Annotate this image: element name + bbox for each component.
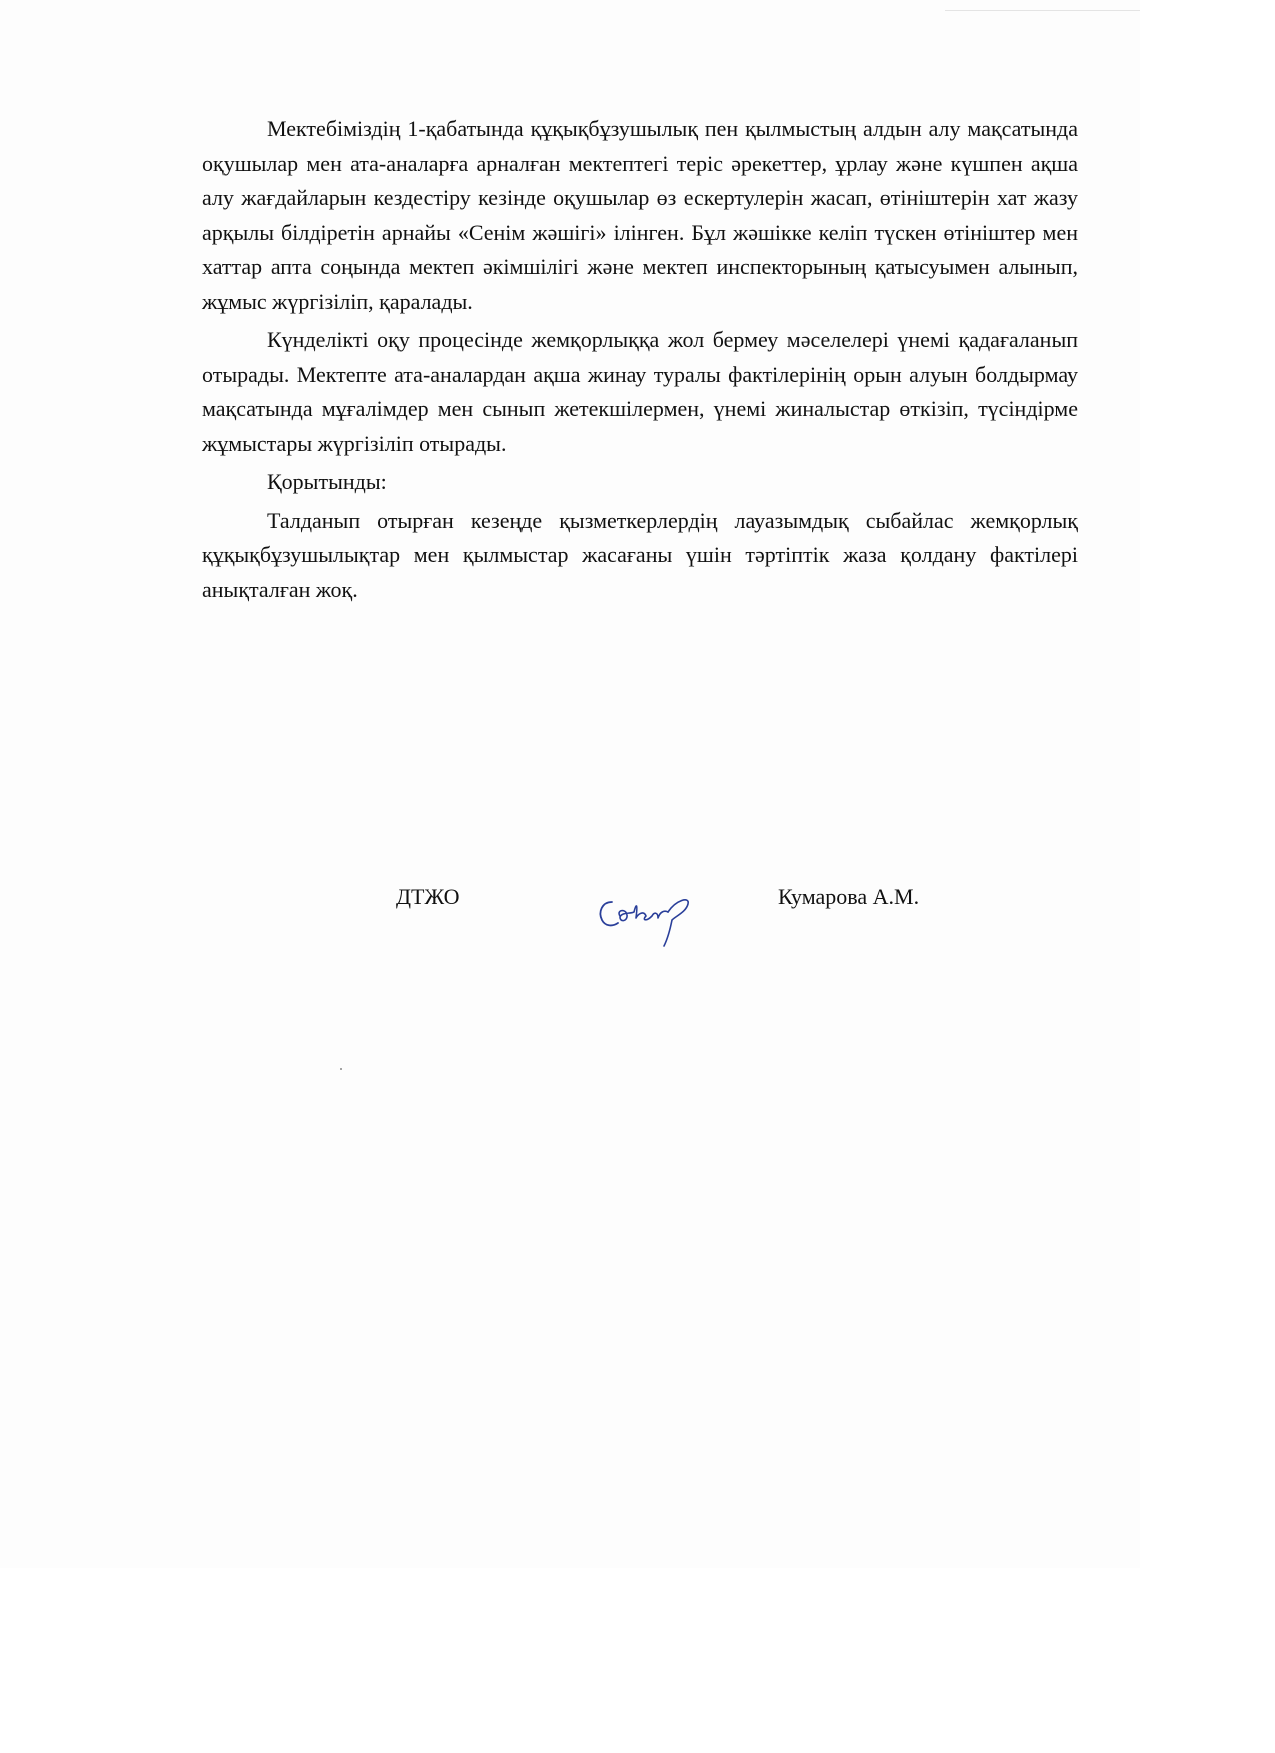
scan-speck [340, 1068, 342, 1070]
paragraph-trust-box: Мектебіміздің 1-қабатында құқықбұзушылық пен қылмыстың алдын алу мақсатында оқушылар мен ата-аналарға арналған мектептегі теріс әрекеттер, ұрлау және күшпен ақша алу жағдайларын кездестіру кезінде оқушылар өз ескертулерін жасап, өтініштерін хат жазу арқылы білдіретін арнайы «Сенім жәшігі» ілінген. Бұл жәшікке келіп түскен өтініштер мен хаттар апта соңында мектеп әкімшілігі және мектеп инспекторының қатысуымен алынып, жұмыс жүргізіліп, қаралады. [202, 116, 1078, 314]
scan-edge-line [945, 10, 1140, 11]
document-body [202, 112, 1078, 611]
conclusion-text: Талданып отырған кезеңде қызметкерлердің лауазымдық сыбайлас жемқорлық құқықбұзушылықтар мен қылмыстар жасағаны үшін тәртіптік жаза қолдану фактілері анықталған жоқ. [202, 507, 1078, 602]
signatory-position: ДТЖО [396, 884, 460, 909]
paragraph-corruption-prevention: Күнделікті оқу процесінде жемқорлыққа жол бермеу мәселелері үнемі қадағаланып отырады. Мектепте ата-аналардан ақша жинау туралы фактілерінің орын алуын болдырмау мақсатында мұғалімдер мен сынып жетекшілермен, үнемі жиналыстар өткізіп, түсіндірме жұмыстары жүргізіліп отырады. [202, 327, 1078, 456]
handwritten-signature [592, 890, 702, 952]
conclusion-heading: Қорытынды: [267, 469, 387, 494]
signatory-name: Кумарова А.М. [778, 884, 920, 909]
